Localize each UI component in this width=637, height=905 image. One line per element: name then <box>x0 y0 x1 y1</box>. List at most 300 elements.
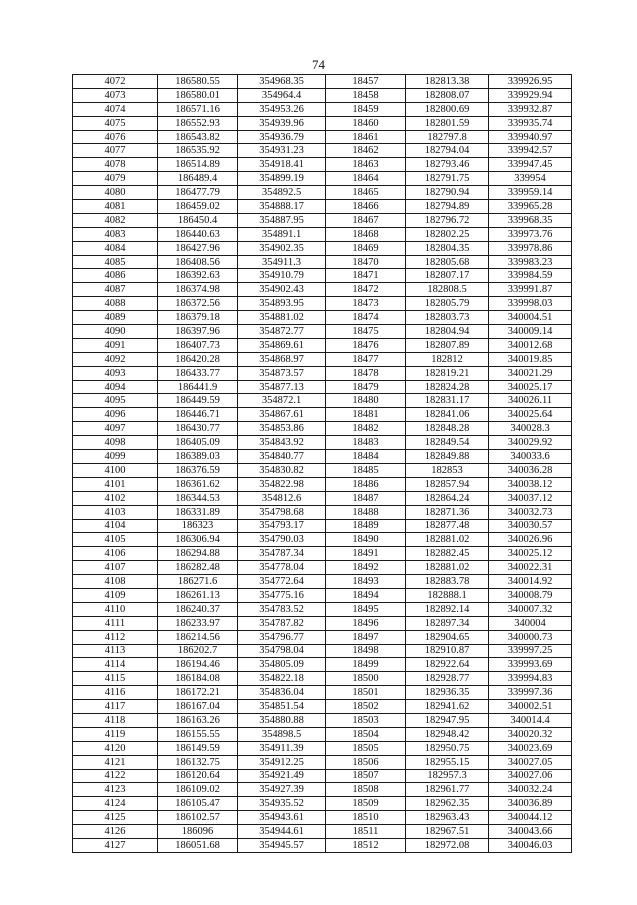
y-coordinate-a-cell: 354822.98 <box>238 477 326 491</box>
y-coordinate-a-cell: 354851.54 <box>238 700 326 714</box>
y-coordinate-b-cell: 339965.28 <box>489 200 572 214</box>
y-coordinate-a-cell: 354968.35 <box>238 75 326 89</box>
point-number-b-cell: 18499 <box>326 658 406 672</box>
table-row <box>73 380 572 394</box>
x-coordinate-b-cell: 182807.17 <box>406 269 489 283</box>
point-number-a-cell: 4127 <box>73 838 158 852</box>
point-number-a-cell: 4122 <box>73 769 158 783</box>
x-coordinate-a-cell: 186132.75 <box>158 755 238 769</box>
x-coordinate-b-cell: 182910.87 <box>406 644 489 658</box>
y-coordinate-a-cell: 354912.25 <box>238 755 326 769</box>
y-coordinate-b-cell: 339935.74 <box>489 116 572 130</box>
point-number-b-cell: 18493 <box>326 575 406 589</box>
point-number-b-cell: 18482 <box>326 422 406 436</box>
point-number-a-cell: 4077 <box>73 144 158 158</box>
point-number-b-cell: 18500 <box>326 672 406 686</box>
y-coordinate-a-cell: 354805.09 <box>238 658 326 672</box>
y-coordinate-b-cell: 339994.83 <box>489 672 572 686</box>
y-coordinate-a-cell: 354798.68 <box>238 505 326 519</box>
point-number-b-cell: 18485 <box>326 463 406 477</box>
y-coordinate-b-cell: 339932.87 <box>489 102 572 116</box>
y-coordinate-b-cell: 340000.73 <box>489 630 572 644</box>
x-coordinate-b-cell: 182790.94 <box>406 186 489 200</box>
table-row <box>73 158 572 172</box>
point-number-a-cell: 4120 <box>73 741 158 755</box>
x-coordinate-a-cell: 186372.56 <box>158 297 238 311</box>
y-coordinate-a-cell: 354872.1 <box>238 394 326 408</box>
x-coordinate-b-cell: 182805.79 <box>406 297 489 311</box>
table-row <box>73 116 572 130</box>
table-row <box>73 255 572 269</box>
point-number-a-cell: 4101 <box>73 477 158 491</box>
y-coordinate-a-cell: 354892.5 <box>238 186 326 200</box>
point-number-a-cell: 4121 <box>73 755 158 769</box>
y-coordinate-b-cell: 339942.57 <box>489 144 572 158</box>
x-coordinate-a-cell: 186149.59 <box>158 741 238 755</box>
table-row <box>73 672 572 686</box>
y-coordinate-a-cell: 354888.17 <box>238 200 326 214</box>
point-number-a-cell: 4109 <box>73 588 158 602</box>
y-coordinate-a-cell: 354902.43 <box>238 283 326 297</box>
x-coordinate-b-cell: 182791.75 <box>406 172 489 186</box>
y-coordinate-b-cell: 340046.03 <box>489 838 572 852</box>
point-number-b-cell: 18512 <box>326 838 406 852</box>
x-coordinate-b-cell: 182888.1 <box>406 588 489 602</box>
x-coordinate-a-cell: 186163.26 <box>158 713 238 727</box>
point-number-a-cell: 4086 <box>73 269 158 283</box>
point-number-b-cell: 18494 <box>326 588 406 602</box>
point-number-a-cell: 4102 <box>73 491 158 505</box>
point-number-a-cell: 4090 <box>73 325 158 339</box>
x-coordinate-b-cell: 182849.54 <box>406 436 489 450</box>
x-coordinate-a-cell: 186408.56 <box>158 255 238 269</box>
x-coordinate-b-cell: 182957.3 <box>406 769 489 783</box>
x-coordinate-a-cell: 186477.79 <box>158 186 238 200</box>
y-coordinate-a-cell: 354935.52 <box>238 797 326 811</box>
y-coordinate-b-cell: 340037.12 <box>489 491 572 505</box>
y-coordinate-b-cell: 339993.69 <box>489 658 572 672</box>
point-number-a-cell: 4088 <box>73 297 158 311</box>
x-coordinate-a-cell: 186376.59 <box>158 463 238 477</box>
x-coordinate-a-cell: 186361.62 <box>158 477 238 491</box>
y-coordinate-b-cell: 340036.89 <box>489 797 572 811</box>
point-number-b-cell: 18469 <box>326 241 406 255</box>
y-coordinate-a-cell: 354880.88 <box>238 713 326 727</box>
table-row <box>73 505 572 519</box>
point-number-a-cell: 4095 <box>73 394 158 408</box>
x-coordinate-b-cell: 182961.77 <box>406 783 489 797</box>
x-coordinate-a-cell: 186374.98 <box>158 283 238 297</box>
x-coordinate-a-cell: 186233.97 <box>158 616 238 630</box>
x-coordinate-a-cell: 186427.96 <box>158 241 238 255</box>
table-row <box>73 588 572 602</box>
x-coordinate-b-cell: 182804.35 <box>406 241 489 255</box>
x-coordinate-b-cell: 182796.72 <box>406 213 489 227</box>
table-row <box>73 144 572 158</box>
y-coordinate-a-cell: 354787.82 <box>238 616 326 630</box>
y-coordinate-b-cell: 339978.86 <box>489 241 572 255</box>
x-coordinate-a-cell: 186440.63 <box>158 227 238 241</box>
point-number-b-cell: 18495 <box>326 602 406 616</box>
point-number-a-cell: 4115 <box>73 672 158 686</box>
table-row <box>73 283 572 297</box>
y-coordinate-b-cell: 340026.96 <box>489 533 572 547</box>
point-number-a-cell: 4111 <box>73 616 158 630</box>
y-coordinate-a-cell: 354778.04 <box>238 561 326 575</box>
x-coordinate-a-cell: 186294.88 <box>158 547 238 561</box>
y-coordinate-a-cell: 354911.39 <box>238 741 326 755</box>
x-coordinate-a-cell: 186240.37 <box>158 602 238 616</box>
table-row <box>73 561 572 575</box>
x-coordinate-a-cell: 186433.77 <box>158 366 238 380</box>
table-row <box>73 575 572 589</box>
point-number-b-cell: 18474 <box>326 311 406 325</box>
x-coordinate-a-cell: 186323 <box>158 519 238 533</box>
y-coordinate-b-cell: 340025.12 <box>489 547 572 561</box>
y-coordinate-b-cell: 339947.45 <box>489 158 572 172</box>
table-row <box>73 227 572 241</box>
point-number-b-cell: 18504 <box>326 727 406 741</box>
y-coordinate-b-cell: 340026.11 <box>489 394 572 408</box>
point-number-a-cell: 4083 <box>73 227 158 241</box>
table-row <box>73 325 572 339</box>
y-coordinate-a-cell: 354964.4 <box>238 88 326 102</box>
point-number-b-cell: 18492 <box>326 561 406 575</box>
y-coordinate-a-cell: 354881.02 <box>238 311 326 325</box>
point-number-b-cell: 18487 <box>326 491 406 505</box>
x-coordinate-a-cell: 186535.92 <box>158 144 238 158</box>
point-number-b-cell: 18486 <box>326 477 406 491</box>
x-coordinate-a-cell: 186407.73 <box>158 338 238 352</box>
x-coordinate-a-cell: 186446.71 <box>158 408 238 422</box>
x-coordinate-b-cell: 182881.02 <box>406 561 489 575</box>
y-coordinate-b-cell: 340029.92 <box>489 436 572 450</box>
x-coordinate-b-cell: 182947.95 <box>406 713 489 727</box>
table-row <box>73 838 572 852</box>
table-row <box>73 783 572 797</box>
x-coordinate-b-cell: 182853 <box>406 463 489 477</box>
y-coordinate-a-cell: 354899.19 <box>238 172 326 186</box>
point-number-b-cell: 18468 <box>326 227 406 241</box>
table-row <box>73 366 572 380</box>
x-coordinate-a-cell: 186282.48 <box>158 561 238 575</box>
table-row <box>73 700 572 714</box>
y-coordinate-b-cell: 339998.03 <box>489 297 572 311</box>
point-number-b-cell: 18481 <box>326 408 406 422</box>
y-coordinate-b-cell: 340044.12 <box>489 811 572 825</box>
x-coordinate-a-cell: 186172.21 <box>158 686 238 700</box>
point-number-a-cell: 4093 <box>73 366 158 380</box>
x-coordinate-a-cell: 186109.02 <box>158 783 238 797</box>
y-coordinate-a-cell: 354945.57 <box>238 838 326 852</box>
point-number-a-cell: 4085 <box>73 255 158 269</box>
point-number-a-cell: 4098 <box>73 436 158 450</box>
y-coordinate-b-cell: 339940.97 <box>489 130 572 144</box>
table-row <box>73 658 572 672</box>
y-coordinate-b-cell: 340027.06 <box>489 769 572 783</box>
point-number-a-cell: 4116 <box>73 686 158 700</box>
x-coordinate-b-cell: 182922.64 <box>406 658 489 672</box>
x-coordinate-a-cell: 186420.28 <box>158 352 238 366</box>
x-coordinate-a-cell: 186096 <box>158 825 238 839</box>
y-coordinate-b-cell: 339984.59 <box>489 269 572 283</box>
y-coordinate-a-cell: 354944.61 <box>238 825 326 839</box>
y-coordinate-b-cell: 340023.69 <box>489 741 572 755</box>
x-coordinate-a-cell: 186580.01 <box>158 88 238 102</box>
point-number-a-cell: 4114 <box>73 658 158 672</box>
point-number-a-cell: 4081 <box>73 200 158 214</box>
x-coordinate-a-cell: 186155.55 <box>158 727 238 741</box>
point-number-b-cell: 18489 <box>326 519 406 533</box>
point-number-b-cell: 18502 <box>326 700 406 714</box>
x-coordinate-a-cell: 186120.64 <box>158 769 238 783</box>
point-number-b-cell: 18460 <box>326 116 406 130</box>
table-row <box>73 547 572 561</box>
point-number-a-cell: 4103 <box>73 505 158 519</box>
point-number-a-cell: 4099 <box>73 450 158 464</box>
coordinates-table <box>72 74 572 853</box>
table-row <box>73 533 572 547</box>
x-coordinate-a-cell: 186202.7 <box>158 644 238 658</box>
point-number-a-cell: 4078 <box>73 158 158 172</box>
y-coordinate-b-cell: 340009.14 <box>489 325 572 339</box>
x-coordinate-a-cell: 186379.18 <box>158 311 238 325</box>
x-coordinate-b-cell: 182801.59 <box>406 116 489 130</box>
y-coordinate-a-cell: 354953.26 <box>238 102 326 116</box>
x-coordinate-a-cell: 186405.09 <box>158 436 238 450</box>
table-row <box>73 713 572 727</box>
table-row <box>73 602 572 616</box>
point-number-b-cell: 18459 <box>326 102 406 116</box>
y-coordinate-a-cell: 354910.79 <box>238 269 326 283</box>
x-coordinate-b-cell: 182824.28 <box>406 380 489 394</box>
x-coordinate-b-cell: 182962.35 <box>406 797 489 811</box>
x-coordinate-a-cell: 186514.89 <box>158 158 238 172</box>
x-coordinate-b-cell: 182808.5 <box>406 283 489 297</box>
point-number-b-cell: 18497 <box>326 630 406 644</box>
point-number-b-cell: 18510 <box>326 811 406 825</box>
x-coordinate-b-cell: 182864.24 <box>406 491 489 505</box>
point-number-a-cell: 4125 <box>73 811 158 825</box>
x-coordinate-b-cell: 182794.04 <box>406 144 489 158</box>
table-row <box>73 102 572 116</box>
point-number-b-cell: 18476 <box>326 338 406 352</box>
table-row <box>73 477 572 491</box>
y-coordinate-b-cell: 340032.73 <box>489 505 572 519</box>
point-number-b-cell: 18457 <box>326 75 406 89</box>
point-number-b-cell: 18496 <box>326 616 406 630</box>
y-coordinate-a-cell: 354812.6 <box>238 491 326 505</box>
x-coordinate-a-cell: 186306.94 <box>158 533 238 547</box>
y-coordinate-b-cell: 340025.17 <box>489 380 572 394</box>
point-number-a-cell: 4096 <box>73 408 158 422</box>
x-coordinate-b-cell: 182928.77 <box>406 672 489 686</box>
y-coordinate-b-cell: 340004 <box>489 616 572 630</box>
point-number-b-cell: 18505 <box>326 741 406 755</box>
y-coordinate-b-cell: 340021.29 <box>489 366 572 380</box>
table-row <box>73 741 572 755</box>
x-coordinate-b-cell: 182848.28 <box>406 422 489 436</box>
point-number-b-cell: 18506 <box>326 755 406 769</box>
point-number-a-cell: 4119 <box>73 727 158 741</box>
x-coordinate-a-cell: 186430.77 <box>158 422 238 436</box>
point-number-a-cell: 4075 <box>73 116 158 130</box>
table-row <box>73 825 572 839</box>
table-row <box>73 755 572 769</box>
y-coordinate-b-cell: 340043.66 <box>489 825 572 839</box>
x-coordinate-b-cell: 182805.68 <box>406 255 489 269</box>
y-coordinate-a-cell: 354873.57 <box>238 366 326 380</box>
x-coordinate-a-cell: 186331.89 <box>158 505 238 519</box>
point-number-a-cell: 4072 <box>73 75 158 89</box>
x-coordinate-b-cell: 182857.94 <box>406 477 489 491</box>
point-number-a-cell: 4113 <box>73 644 158 658</box>
point-number-b-cell: 18467 <box>326 213 406 227</box>
y-coordinate-a-cell: 354853.86 <box>238 422 326 436</box>
x-coordinate-a-cell: 186389.03 <box>158 450 238 464</box>
page-number: 74 <box>312 57 325 72</box>
point-number-a-cell: 4110 <box>73 602 158 616</box>
point-number-b-cell: 18483 <box>326 436 406 450</box>
y-coordinate-a-cell: 354822.18 <box>238 672 326 686</box>
y-coordinate-b-cell: 340004.51 <box>489 311 572 325</box>
table-row <box>73 213 572 227</box>
point-number-a-cell: 4100 <box>73 463 158 477</box>
x-coordinate-a-cell: 186441.9 <box>158 380 238 394</box>
x-coordinate-b-cell: 182936.35 <box>406 686 489 700</box>
table-row <box>73 811 572 825</box>
point-number-a-cell: 4124 <box>73 797 158 811</box>
table-row <box>73 797 572 811</box>
point-number-a-cell: 4073 <box>73 88 158 102</box>
y-coordinate-a-cell: 354836.04 <box>238 686 326 700</box>
y-coordinate-a-cell: 354772.64 <box>238 575 326 589</box>
table-row <box>73 450 572 464</box>
point-number-a-cell: 4092 <box>73 352 158 366</box>
y-coordinate-b-cell: 339983.23 <box>489 255 572 269</box>
table-row <box>73 130 572 144</box>
table-row <box>73 686 572 700</box>
y-coordinate-a-cell: 354921.49 <box>238 769 326 783</box>
x-coordinate-a-cell: 186261.13 <box>158 588 238 602</box>
y-coordinate-a-cell: 354936.79 <box>238 130 326 144</box>
table-row <box>73 172 572 186</box>
point-number-b-cell: 18508 <box>326 783 406 797</box>
y-coordinate-a-cell: 354939.96 <box>238 116 326 130</box>
x-coordinate-b-cell: 182793.46 <box>406 158 489 172</box>
y-coordinate-b-cell: 340007.32 <box>489 602 572 616</box>
point-number-b-cell: 18471 <box>326 269 406 283</box>
y-coordinate-a-cell: 354867.61 <box>238 408 326 422</box>
table-row <box>73 727 572 741</box>
point-number-a-cell: 4097 <box>73 422 158 436</box>
y-coordinate-b-cell: 340019.85 <box>489 352 572 366</box>
x-coordinate-b-cell: 182819.21 <box>406 366 489 380</box>
y-coordinate-b-cell: 340033.6 <box>489 450 572 464</box>
x-coordinate-b-cell: 182955.15 <box>406 755 489 769</box>
table-row <box>73 491 572 505</box>
table-row <box>73 644 572 658</box>
x-coordinate-a-cell: 186397.96 <box>158 325 238 339</box>
y-coordinate-a-cell: 354911.3 <box>238 255 326 269</box>
table-row <box>73 408 572 422</box>
x-coordinate-b-cell: 182877.48 <box>406 519 489 533</box>
y-coordinate-b-cell: 339929.94 <box>489 88 572 102</box>
x-coordinate-b-cell: 182807.89 <box>406 338 489 352</box>
x-coordinate-b-cell: 182871.36 <box>406 505 489 519</box>
point-number-a-cell: 4117 <box>73 700 158 714</box>
y-coordinate-a-cell: 354840.77 <box>238 450 326 464</box>
point-number-a-cell: 4107 <box>73 561 158 575</box>
table-row <box>73 769 572 783</box>
x-coordinate-b-cell: 182950.75 <box>406 741 489 755</box>
y-coordinate-a-cell: 354775.16 <box>238 588 326 602</box>
x-coordinate-b-cell: 182963.43 <box>406 811 489 825</box>
x-coordinate-b-cell: 182812 <box>406 352 489 366</box>
point-number-b-cell: 18480 <box>326 394 406 408</box>
x-coordinate-a-cell: 186194.46 <box>158 658 238 672</box>
table-row <box>73 338 572 352</box>
point-number-b-cell: 18461 <box>326 130 406 144</box>
table-row <box>73 241 572 255</box>
x-coordinate-a-cell: 186449.59 <box>158 394 238 408</box>
y-coordinate-a-cell: 354877.13 <box>238 380 326 394</box>
point-number-a-cell: 4106 <box>73 547 158 561</box>
y-coordinate-b-cell: 339954 <box>489 172 572 186</box>
table-row <box>73 75 572 89</box>
y-coordinate-b-cell: 340012.68 <box>489 338 572 352</box>
point-number-a-cell: 4118 <box>73 713 158 727</box>
y-coordinate-b-cell: 339959.14 <box>489 186 572 200</box>
table-row <box>73 630 572 644</box>
y-coordinate-a-cell: 354783.52 <box>238 602 326 616</box>
point-number-a-cell: 4082 <box>73 213 158 227</box>
x-coordinate-b-cell: 182813.38 <box>406 75 489 89</box>
y-coordinate-a-cell: 354798.04 <box>238 644 326 658</box>
x-coordinate-b-cell: 182794.89 <box>406 200 489 214</box>
x-coordinate-a-cell: 186392.63 <box>158 269 238 283</box>
point-number-b-cell: 18501 <box>326 686 406 700</box>
y-coordinate-a-cell: 354869.61 <box>238 338 326 352</box>
point-number-a-cell: 4105 <box>73 533 158 547</box>
x-coordinate-b-cell: 182808.07 <box>406 88 489 102</box>
point-number-b-cell: 18463 <box>326 158 406 172</box>
y-coordinate-a-cell: 354902.35 <box>238 241 326 255</box>
y-coordinate-a-cell: 354943.61 <box>238 811 326 825</box>
table-row <box>73 616 572 630</box>
point-number-a-cell: 4112 <box>73 630 158 644</box>
y-coordinate-b-cell: 339991.87 <box>489 283 572 297</box>
y-coordinate-a-cell: 354793.17 <box>238 519 326 533</box>
y-coordinate-a-cell: 354927.39 <box>238 783 326 797</box>
y-coordinate-b-cell: 340014.4 <box>489 713 572 727</box>
table-row <box>73 311 572 325</box>
x-coordinate-b-cell: 182841.06 <box>406 408 489 422</box>
x-coordinate-a-cell: 186459.02 <box>158 200 238 214</box>
point-number-a-cell: 4087 <box>73 283 158 297</box>
y-coordinate-a-cell: 354796.77 <box>238 630 326 644</box>
point-number-a-cell: 4074 <box>73 102 158 116</box>
point-number-b-cell: 18458 <box>326 88 406 102</box>
point-number-b-cell: 18498 <box>326 644 406 658</box>
y-coordinate-b-cell: 340002.51 <box>489 700 572 714</box>
y-coordinate-b-cell: 339968.35 <box>489 213 572 227</box>
point-number-b-cell: 18465 <box>326 186 406 200</box>
table-row <box>73 463 572 477</box>
y-coordinate-a-cell: 354918.41 <box>238 158 326 172</box>
table-row <box>73 436 572 450</box>
y-coordinate-b-cell: 340032.24 <box>489 783 572 797</box>
